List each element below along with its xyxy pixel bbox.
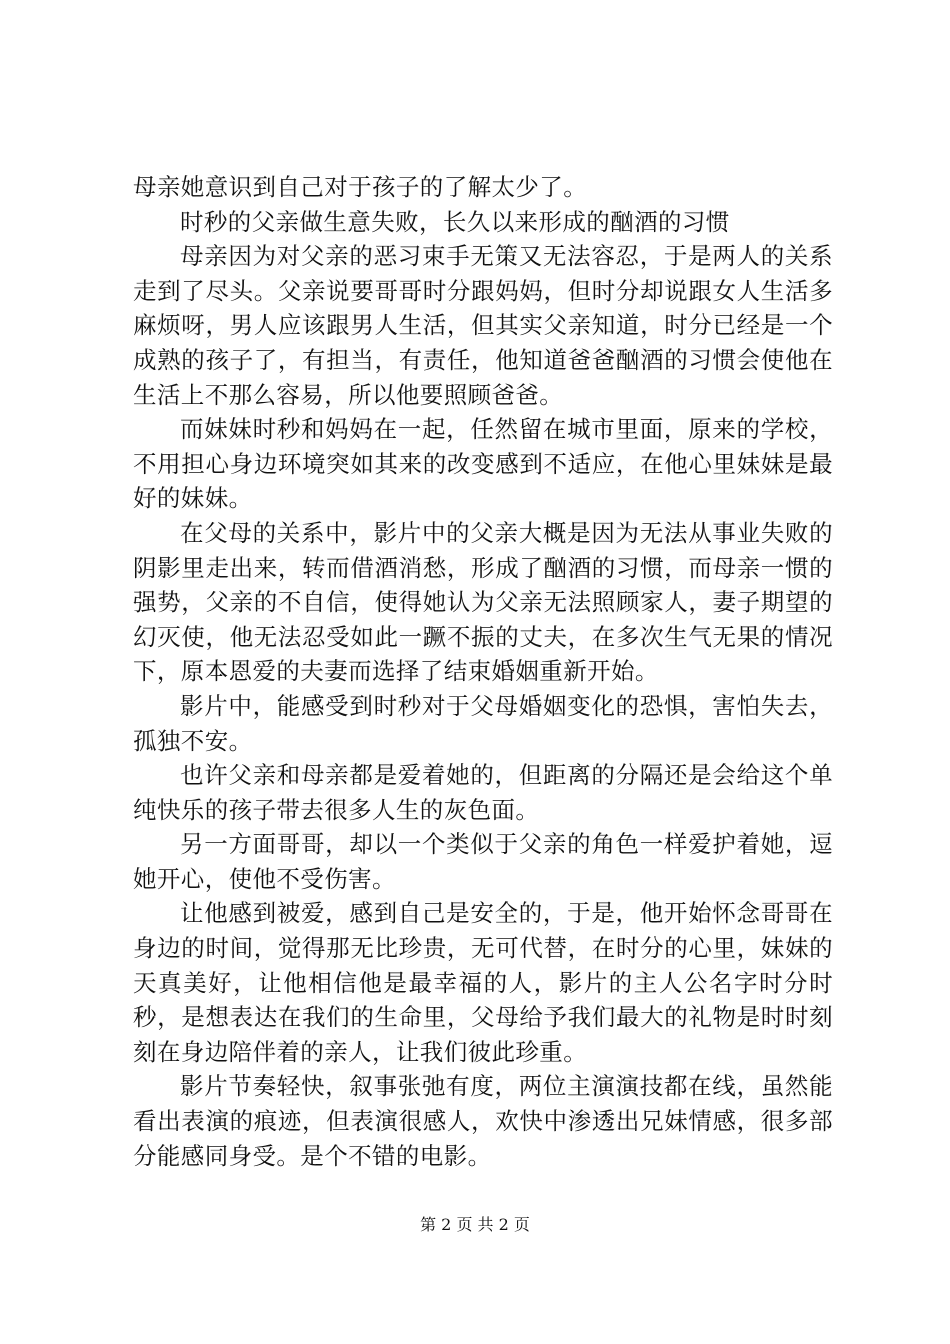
paragraph-6: 影片中，能感受到时秒对于父母婚姻变化的恐惧，害怕失去，孤独不安。 bbox=[133, 691, 833, 755]
paragraph-8: 另一方面哥哥，却以一个类似于父亲的角色一样爱护着她，逗她开心，使他不受伤害。 bbox=[133, 830, 833, 893]
paragraph-10: 影片节奏轻快，叙事张弛有度，两位主演演技都在线，虽然能看出表演的痕迹，但表演很感人，欢快中渗透出兄妹情感，很多部分能感同身受。是个不错的电影。 bbox=[133, 1072, 833, 1170]
paragraph-5: 在父母的关系中，影片中的父亲大概是因为无法从事业失败的阴影里走出来，转而借酒消愁，形成了酗酒的习惯，而母亲一惯的强势，父亲的不自信，使得她认为父亲无法照顾家人，妻子期望的幻灭使，他无法忍受如此一蹶不振的丈夫，在多次生气无果的情况下，原本恩爱的夫妻而选择了结束婚姻重新开始。 bbox=[133, 518, 833, 686]
paragraph-3: 母亲因为对父亲的恶习束手无策又无法容忍，于是两人的关系走到了尽头。父亲说要哥哥时分跟妈妈，但时分却说跟女人生活多麻烦呀，男人应该跟男人生活，但其实父亲知道，时分已经是一个成熟的孩子了，有担当，有责任，他知道爸爸酗酒的习惯会使他在生活上不那么容易，所以他要照顾爸爸。 bbox=[133, 242, 833, 409]
paragraph-7: 也许父亲和母亲都是爱着她的，但距离的分隔还是会给这个单纯快乐的孩子带去很多人生的灰色面。 bbox=[133, 761, 833, 824]
paragraph-4: 而妹妹时秒和妈妈在一起，任然留在城市里面，原来的学校，不用担心身边环境突如其来的改变感到不适应，在他心里妹妹是最好的妹妹。 bbox=[133, 415, 833, 513]
page-footer: 第 2 页 共 2 页 bbox=[420, 1215, 530, 1234]
document-body bbox=[133, 170, 833, 1173]
paragraph-2: 时秒的父亲做生意失败，长久以来形成的酗酒的习惯 bbox=[180, 207, 730, 236]
paragraph-9: 让他感到被爱，感到自己是安全的，于是，他开始怀念哥哥在身边的时间，觉得那无比珍贵，无可代替，在时分的心里，妹妹的天真美好，让他相信他是最幸福的人，影片的主人公名字时分时秒，是想表达在我们的生命里，父母给予我们最大的礼物是时时刻刻在身边陪伴着的亲人，让我们彼此珍重。 bbox=[133, 899, 833, 1066]
paragraph-1: 母亲她意识到自己对于孩子的了解太少了。 bbox=[133, 173, 588, 201]
